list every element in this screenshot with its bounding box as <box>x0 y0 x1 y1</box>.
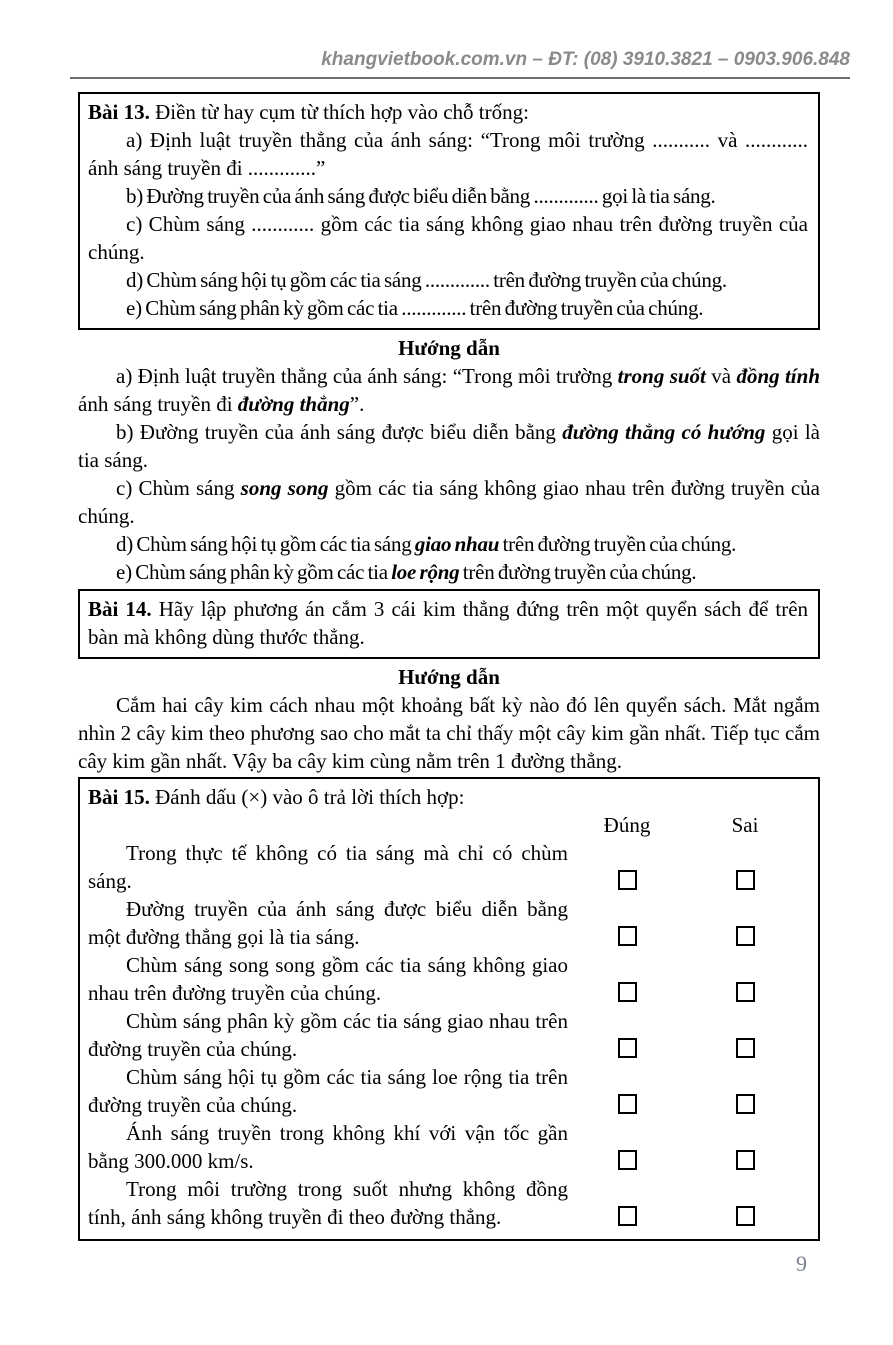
guide-14-body: Cắm hai cây kim cách nhau một khoảng bất kỳ nào đó lên quyển sách. Mắt ngắm nhìn 2 cây kim theo phương sao cho mắt ta chỉ thấy một cây kim gần nhất. Tiếp tục cắm cây kim gần nhất. Vậy ba cây kim cùng nằm trên 1 đường thẳng. <box>78 693 820 773</box>
checkbox-true-icon <box>618 1206 637 1226</box>
true-answer-cell <box>568 982 686 1007</box>
checkbox-true-icon <box>618 1150 637 1170</box>
exercise-13-item-c: c) Chùm sáng ............ gồm các tia sáng không giao nhau trên đường truyền của chúng. <box>88 212 808 264</box>
page-number: 9 <box>796 1251 807 1276</box>
exercise-15-box <box>78 777 820 1241</box>
false-answer-cell <box>686 1038 804 1063</box>
checkbox-false-icon <box>736 870 755 890</box>
page-content <box>78 92 820 1241</box>
false-answer-cell <box>686 926 804 951</box>
checkbox-true-icon <box>618 1038 637 1058</box>
guide-13-item-b: b) Đường truyền của ánh sáng được biểu diễn bằng đường thẳng có hướng gọi là tia sáng. <box>78 420 820 472</box>
exercise-15-title-line <box>88 783 810 811</box>
exercise-14-label: Bài 14. <box>88 597 152 621</box>
false-answer-cell <box>686 1150 804 1175</box>
statement-text: Ánh sáng truyền trong không khí với vận tốc gần bằng 300.000 km/s. <box>88 1121 568 1173</box>
guide-13-item-e: e) Chùm sáng phân kỳ gồm các tia loe rộng trên đường truyền của chúng. <box>116 560 697 584</box>
column-header-false: Sai <box>731 813 759 837</box>
true-answer-cell <box>568 1206 686 1231</box>
false-answer-cell <box>686 1206 804 1231</box>
statement-row <box>88 1007 810 1063</box>
checkbox-false-icon <box>736 982 755 1002</box>
statement-text: Đường truyền của ánh sáng được biểu diễn bằng một đường thẳng gọi là tia sáng. <box>88 897 568 949</box>
checkbox-true-icon <box>618 870 637 890</box>
statement-text: Chùm sáng hội tụ gồm các tia sáng loe rộng tia trên đường truyền của chúng. <box>88 1065 568 1117</box>
exercise-13-label: Bài 13. <box>88 100 150 124</box>
exercise-14-text-line <box>88 595 808 651</box>
checkbox-true-icon <box>618 982 637 1002</box>
false-answer-cell <box>686 982 804 1007</box>
statement-row <box>88 951 810 1007</box>
checkbox-false-icon <box>736 1038 755 1058</box>
statement-row <box>88 1175 810 1231</box>
column-header-spacer <box>88 811 568 839</box>
answer-column-headers <box>88 811 810 839</box>
guide-14-heading: Hướng dẫn <box>398 665 500 689</box>
column-header-true: Đúng <box>603 813 651 837</box>
statement-text: Chùm sáng song song gồm các tia sáng không giao nhau trên đường truyền của chúng. <box>88 953 568 1005</box>
checkbox-true-icon <box>618 926 637 946</box>
checkbox-false-icon <box>736 1094 755 1114</box>
statement-row <box>88 839 810 895</box>
checkbox-false-icon <box>736 1150 755 1170</box>
exercise-13-item-a: a) Định luật truyền thẳng của ánh sáng: “Trong môi trường ........... và ............ ánh sáng truyền đi .............” <box>88 128 808 180</box>
statement-row <box>88 1119 810 1175</box>
guide-13-item-a: a) Định luật truyền thẳng của ánh sáng: “Trong môi trường trong suốt và đồng tính ánh sáng truyền đi đường thẳng”. <box>78 364 820 416</box>
exercise-13-box <box>78 92 820 330</box>
exercise-14-text: Hãy lập phương án cắm 3 cái kim thẳng đứng trên một quyển sách để trên bàn mà không dùng thước thẳng. <box>88 597 809 649</box>
true-answer-cell <box>568 1038 686 1063</box>
page-header <box>70 48 850 79</box>
exercise-13-item-b: b) Đường truyền của ánh sáng được biểu diễn bằng ............. gọi là tia sáng. <box>126 184 716 208</box>
true-answer-cell <box>568 1150 686 1175</box>
false-answer-cell <box>686 870 804 895</box>
guide-13-item-c: c) Chùm sáng song song gồm các tia sáng không giao nhau trên đường truyền của chúng. <box>78 476 820 528</box>
true-answer-cell <box>568 926 686 951</box>
checkbox-false-icon <box>736 1206 755 1226</box>
exercise-15-label: Bài 15. <box>88 785 150 809</box>
exercise-14-box <box>78 589 820 659</box>
exercise-13-item-e: e) Chùm sáng phân kỳ gồm các tia ............. trên đường truyền của chúng. <box>126 296 704 320</box>
checkbox-false-icon <box>736 926 755 946</box>
exercise-13-title-line <box>88 98 808 126</box>
statement-text: Trong thực tế không có tia sáng mà chỉ có chùm sáng. <box>88 841 568 893</box>
exercise-13-item-d: d) Chùm sáng hội tụ gồm các tia sáng ............. trên đường truyền của chúng. <box>126 268 727 292</box>
statement-row <box>88 895 810 951</box>
exercise-15-intro: Đánh dấu (×) vào ô trả lời thích hợp: <box>149 785 465 809</box>
statement-text: Trong môi trường trong suốt nhưng không đồng tính, ánh sáng không truyền đi theo đường thẳng. <box>88 1177 568 1229</box>
checkbox-true-icon <box>618 1094 637 1114</box>
statement-text: Chùm sáng phân kỳ gồm các tia sáng giao nhau trên đường truyền của chúng. <box>88 1009 568 1061</box>
true-answer-cell <box>568 1094 686 1119</box>
false-answer-cell <box>686 1094 804 1119</box>
true-answer-cell <box>568 870 686 895</box>
statement-row <box>88 1063 810 1119</box>
guide-13-section <box>78 362 820 586</box>
guide-13-item-d: d) Chùm sáng hội tụ gồm các tia sáng giao nhau trên đường truyền của chúng. <box>116 532 737 556</box>
exercise-13-intro: Điền từ hay cụm từ thích hợp vào chỗ trống: <box>149 100 529 124</box>
guide-13-heading: Hướng dẫn <box>398 336 500 360</box>
publisher-contact-line: khangvietbook.com.vn – ĐT: (08) 3910.3821 – 0903.906.848 <box>321 49 850 70</box>
